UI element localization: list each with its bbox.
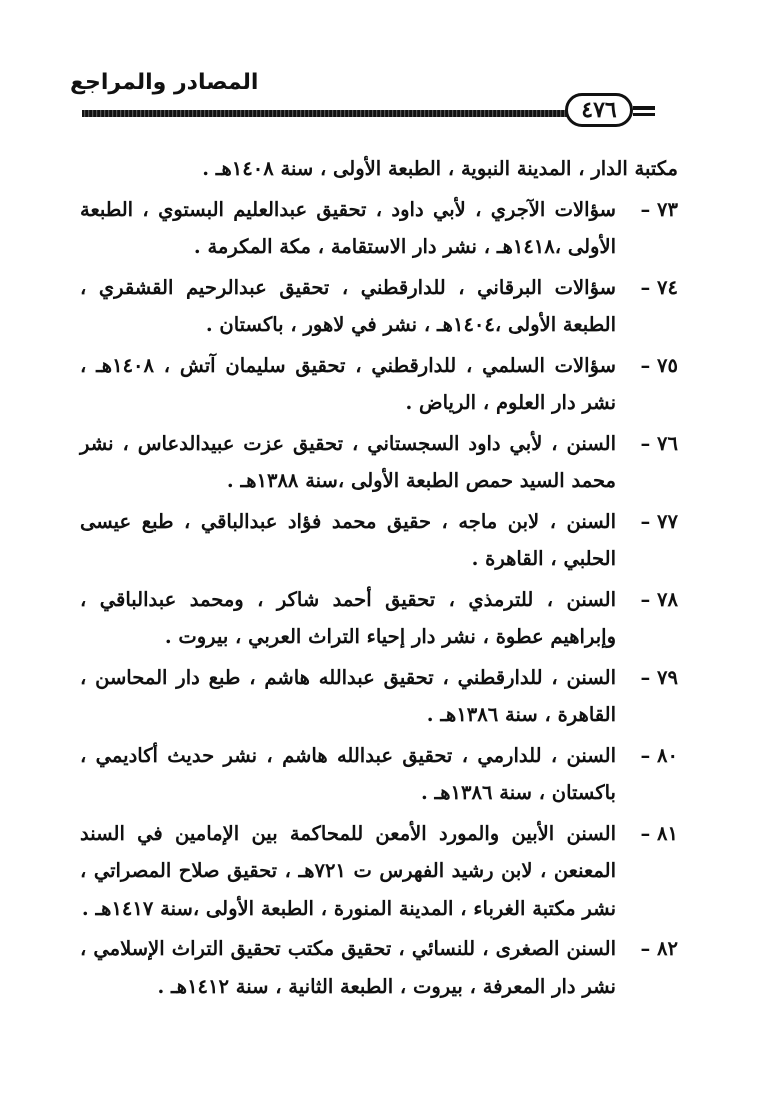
continuation-text: مكتبة الدار ، المدينة النبوية ، الطبعة الأولى ، سنة ١٤٠٨هـ . (202, 157, 678, 180)
reference-number: ٧٦ – (640, 431, 678, 455)
reference-number: ٧٥ – (640, 353, 678, 377)
page-number: ٤٧٦ (565, 93, 633, 127)
reference-number: ٧٤ – (640, 275, 678, 299)
reference-text: السنن ، لابن ماجه ، حقيق محمد فؤاد عبدالباقي ، طبع عيسى الحلبي ، القاهرة . (80, 509, 616, 570)
reference-entry (80, 815, 678, 928)
reference-entry (80, 503, 678, 578)
reference-entry (80, 737, 678, 812)
reference-text: سؤالات البرقاني ، للدارقطني ، تحقيق عبدالرحيم القشقري ، الطبعة الأولى ،١٤٠٤هـ ، نشر في لاهور ، باكستان . (80, 275, 616, 336)
header-rule-right-lower (633, 113, 655, 116)
header-rule (82, 110, 572, 117)
reference-number: ٨٢ – (640, 937, 678, 960)
reference-text: السنن ، للترمذي ، تحقيق أحمد شاكر ، ومحمد عبدالباقي ، وإبراهيم عطوة ، نشر دار إحياء التراث العربي ، بيروت . (80, 587, 616, 648)
reference-entry (80, 930, 678, 1005)
reference-text: سؤالات السلمي ، للدارقطني ، تحقيق سليمان آتش ، ١٤٠٨هـ ، نشر دار العلوم ، الرياض . (80, 353, 616, 414)
reference-entry (80, 425, 678, 500)
references-list (80, 150, 678, 1005)
reference-number: ٨٠ – (640, 743, 678, 767)
reference-number: ٧٨ – (640, 587, 678, 611)
reference-entry (80, 269, 678, 344)
reference-text: سؤالات الآجري ، لأبي داود ، تحقيق عبدالعليم البستوي ، الطبعة الأولى ،١٤١٨هـ ، نشر دار الاستقامة ، مكة المكرمة . (80, 197, 616, 258)
reference-text: السنن ، للدارقطني ، تحقيق عبدالله هاشم ، طبع دار المحاسن ، القاهرة ، سنة ١٣٨٦هـ . (80, 665, 616, 726)
reference-entry (80, 191, 678, 266)
reference-entry (80, 581, 678, 656)
running-title: المصادر والمراجع (70, 70, 259, 95)
reference-number: ٧٣ – (640, 197, 678, 221)
reference-entry (80, 347, 678, 422)
reference-text: السنن ، لأبي داود السجستاني ، تحقيق عزت عبيدالدعاس ، نشر محمد السيد حمص الطبعة الأولى ،سنة ١٣٨٨هـ . (80, 431, 616, 492)
reference-text: السنن الصغرى ، للنسائي ، تحقيق مكتب تحقيق التراث الإسلامي ، نشر دار المعرفة ، بيروت ، الطبعة الثانية ، سنة ١٤١٢هـ . (80, 937, 616, 998)
reference-number: ٧٧ – (640, 509, 678, 533)
reference-text: السنن الأبين والمورد الأمعن للمحاكمة بين الإمامين في السند المعنعن ، لابن رشيد الفهرس ت ٧٢١هـ ، تحقيق صلاح المصراتي ، نشر مكتبة الغرباء ، المدينة المنورة ، الطبعة الأولى ،سنة ١٤١٧هـ . (80, 821, 616, 920)
reference-number: ٧٩ – (640, 665, 678, 689)
reference-text: السنن ، للدارمي ، تحقيق عبدالله هاشم ، نشر حديث أكاديمي ، باكستان ، سنة ١٣٨٦هـ . (80, 743, 616, 804)
reference-number: ٨١ – (640, 821, 678, 845)
header-rule-right (633, 106, 655, 110)
reference-entry (80, 659, 678, 734)
